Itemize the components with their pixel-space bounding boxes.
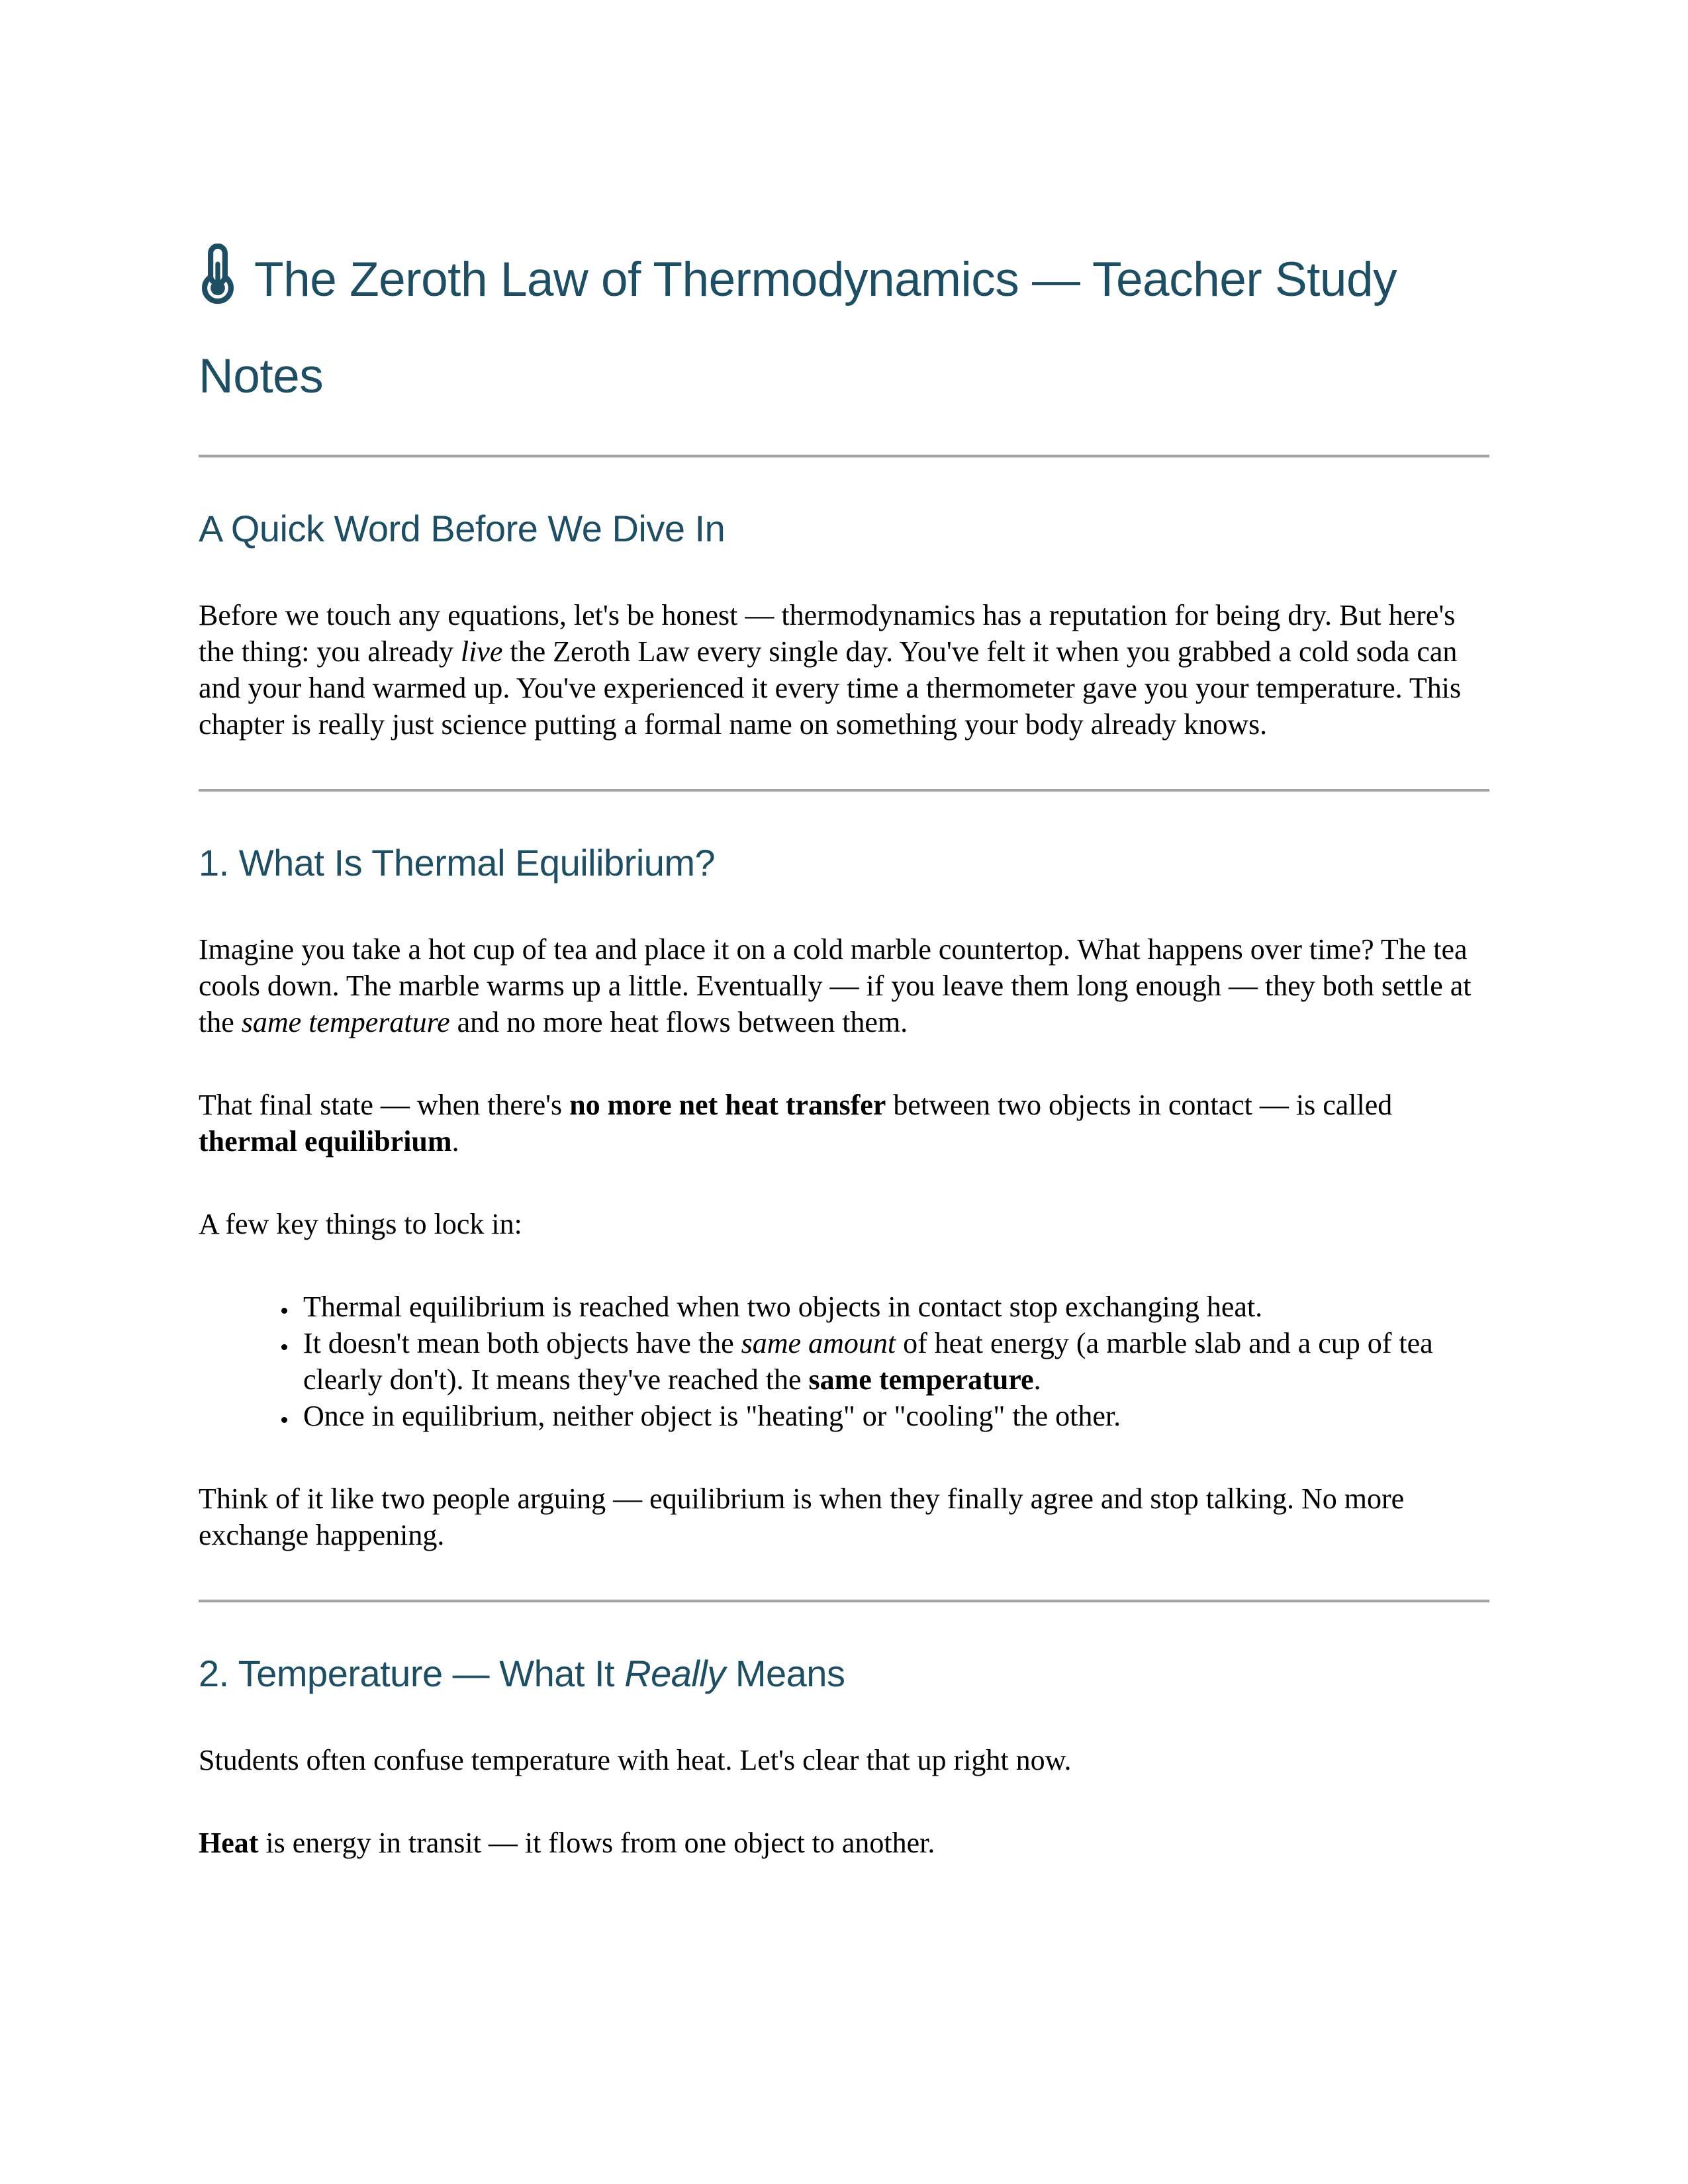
paragraph-arguing-analogy: Think of it like two people arguing — equilibrium is when they finally agree and stop talking. No more exchange happening. — [199, 1482, 1405, 1551]
section-divider — [199, 455, 1489, 458]
page-title-text: The Zeroth Law of Thermodynamics — Teacher Study Notes — [199, 253, 1397, 403]
heading-temperature: 2. Temperature — What It Really Means — [199, 1653, 845, 1694]
intro-paragraph: Before we touch any equations, let's be honest — thermodynamics has a reputation for being dry. But here's the thing: you already live the Zeroth Law every single day. You've felt it when you grabbed a cold soda can and your hand warmed up. You've experienced it every time a thermometer gave you your temperature. This chapter is really just science putting a formal name on something your body already knows. — [199, 599, 1462, 741]
paragraph-key-things-intro: A few key things to lock in: — [199, 1208, 522, 1240]
paragraph-confuse-temp-heat: Students often confuse temperature with heat. Let's clear that up right now. — [199, 1744, 1072, 1776]
thermometer-icon — [199, 232, 237, 328]
list-item: • It doesn't mean both objects have the same amount of heat energy (a marble slab and a cup of tea clearly don't). It means they've reached the same temperature. — [298, 1325, 1489, 1398]
paragraph-heat-definition: Heat is energy in transit — it flows from one object to another. — [199, 1827, 935, 1859]
heading-thermal-equilibrium: 1. What Is Thermal Equilibrium? — [199, 842, 716, 884]
list-item: • Thermal equilibrium is reached when two objects in contact stop exchanging heat. — [298, 1289, 1489, 1325]
paragraph-tea-example: Imagine you take a hot cup of tea and place it on a cold marble countertop. What happens over time? The tea cools down. The marble warms up a little. Eventually — if you leave them long enough — they both settle at the same temperature and no more heat flows between them. — [199, 933, 1472, 1038]
paragraph-final-state: That final state — when there's no more net heat transfer between two objects in contact — is called thermal equilibrium. — [199, 1089, 1393, 1158]
heading-quick-word: A Quick Word Before We Dive In — [199, 508, 726, 549]
section-divider — [199, 789, 1489, 792]
key-points-list — [199, 1289, 1489, 1434]
page-title — [199, 232, 1489, 425]
list-item: • Once in equilibrium, neither object is "heating" or "cooling" the other. — [298, 1398, 1489, 1434]
section-divider — [199, 1600, 1489, 1603]
